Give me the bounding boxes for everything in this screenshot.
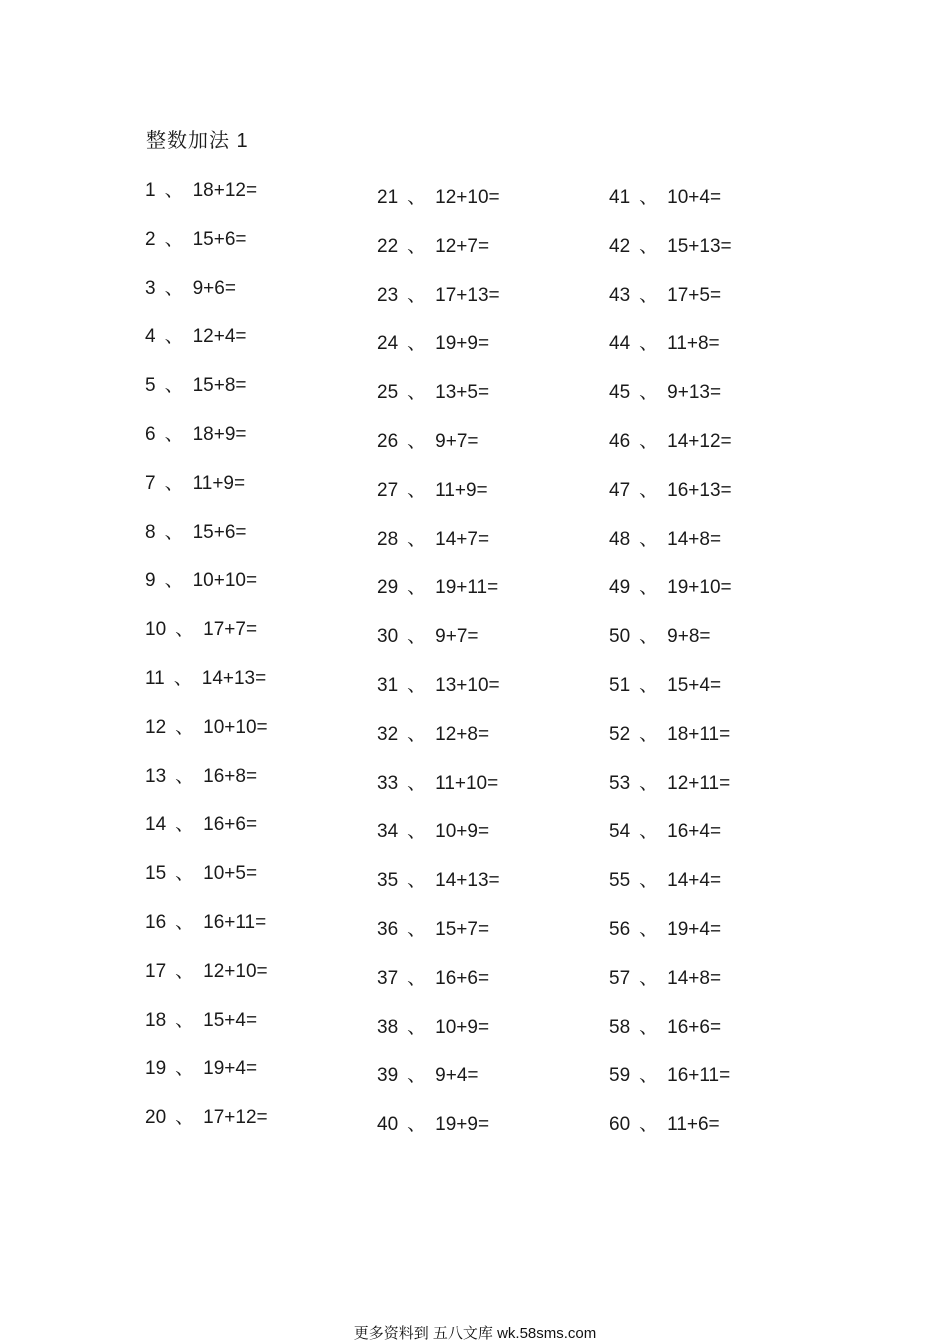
problem-number: 39 (377, 1065, 399, 1087)
problem-expression: 16+4= (667, 821, 722, 843)
problem-expression: 9+8= (667, 626, 711, 648)
problem-item (145, 958, 365, 1007)
problem-item (145, 616, 365, 665)
problem-item (609, 184, 829, 233)
problem-number: 57 (609, 967, 631, 989)
problem-expression: 12+8= (435, 723, 490, 745)
problem-item (377, 770, 597, 819)
problem-separator: 、 (407, 430, 427, 452)
problem-separator: 、 (164, 228, 184, 250)
problem-separator: 、 (639, 479, 659, 501)
problem-item (609, 818, 829, 867)
problem-expression: 13+5= (435, 382, 490, 404)
problem-separator: 、 (639, 918, 659, 940)
problem-number: 10 (145, 619, 167, 641)
problem-item (377, 1111, 597, 1160)
problem-number: 55 (609, 870, 631, 892)
problem-item (145, 519, 365, 568)
problem-expression: 9+4= (435, 1065, 479, 1087)
problem-item (377, 818, 597, 867)
problem-number: 51 (609, 674, 631, 696)
problem-number: 6 (145, 423, 156, 445)
problem-expression: 12+7= (435, 235, 490, 257)
problem-expression: 14+8= (667, 967, 722, 989)
problem-expression: 15+7= (435, 918, 490, 940)
problem-separator: 、 (164, 375, 184, 397)
problem-separator: 、 (175, 1058, 195, 1080)
problem-separator: 、 (164, 472, 184, 494)
problem-item (609, 1111, 829, 1160)
problem-number: 35 (377, 870, 399, 892)
problem-separator: 、 (407, 1065, 427, 1087)
problem-separator: 、 (407, 772, 427, 794)
problem-expression: 19+10= (667, 577, 732, 599)
problem-item (609, 1014, 829, 1063)
problem-item (145, 909, 365, 958)
problem-number: 12 (145, 716, 167, 738)
problem-separator: 、 (639, 333, 659, 355)
problem-separator: 、 (639, 1016, 659, 1038)
problem-separator: 、 (639, 723, 659, 745)
problem-number: 5 (145, 375, 156, 397)
problem-expression: 14+4= (667, 870, 722, 892)
problem-item (145, 567, 365, 616)
problem-expression: 12+10= (203, 960, 268, 982)
problem-separator: 、 (639, 967, 659, 989)
problem-item (145, 714, 365, 763)
problem-expression: 16+6= (667, 1016, 722, 1038)
problem-separator: 、 (639, 187, 659, 208)
problem-separator: 、 (639, 626, 659, 648)
problem-expression: 18+9= (192, 423, 247, 445)
problem-separator: 、 (407, 284, 427, 306)
problem-item (609, 428, 829, 477)
problem-number: 8 (145, 521, 156, 543)
problem-item (377, 916, 597, 965)
problem-expression: 15+4= (667, 674, 722, 696)
problem-expression: 15+13= (667, 235, 732, 257)
problem-separator: 、 (407, 1114, 427, 1136)
problem-separator: 、 (164, 180, 184, 201)
problem-expression: 11+6= (667, 1114, 720, 1136)
problem-separator: 、 (407, 479, 427, 501)
problem-expression: 19+4= (667, 918, 722, 940)
problem-separator: 、 (175, 863, 195, 885)
problem-separator: 、 (407, 870, 427, 892)
problem-expression: 12+11= (667, 772, 731, 794)
problem-separator: 、 (175, 716, 195, 738)
problem-separator: 、 (407, 235, 427, 257)
problem-expression: 12+4= (192, 326, 247, 348)
problem-expression: 16+11= (203, 911, 267, 933)
problem-expression: 16+13= (667, 479, 732, 501)
problem-separator: 、 (407, 821, 427, 843)
problem-expression: 15+6= (192, 521, 247, 543)
problem-separator: 、 (639, 430, 659, 452)
problem-expression: 10+10= (203, 716, 268, 738)
problem-number: 58 (609, 1016, 631, 1038)
problem-separator: 、 (407, 577, 427, 599)
problem-number: 21 (377, 187, 399, 208)
page-title: 整数加法 1 (146, 130, 249, 152)
problem-number: 23 (377, 284, 399, 306)
problem-separator: 、 (164, 570, 184, 592)
problem-item (377, 428, 597, 477)
problem-separator: 、 (175, 1009, 195, 1031)
problem-item (145, 323, 365, 372)
problem-number: 4 (145, 326, 156, 348)
problem-separator: 、 (164, 521, 184, 543)
problem-number: 43 (609, 284, 631, 306)
problem-item (609, 233, 829, 282)
problem-number: 31 (377, 674, 399, 696)
problem-item (145, 665, 365, 714)
problem-number: 34 (377, 821, 399, 843)
problem-number: 49 (609, 577, 631, 599)
problem-separator: 、 (164, 326, 184, 348)
problem-expression: 9+7= (435, 430, 479, 452)
problem-number: 50 (609, 626, 631, 648)
problem-number: 45 (609, 382, 631, 404)
problem-item (377, 672, 597, 721)
problem-number: 48 (609, 528, 631, 550)
problem-number: 17 (145, 960, 167, 982)
problem-number: 7 (145, 472, 156, 494)
problem-separator: 、 (407, 918, 427, 940)
problem-separator: 、 (407, 528, 427, 550)
problem-expression: 15+8= (192, 375, 247, 397)
problem-item (609, 623, 829, 672)
problem-separator: 、 (407, 1016, 427, 1038)
problem-item (609, 379, 829, 428)
problem-item (145, 421, 365, 470)
problem-number: 25 (377, 382, 399, 404)
problem-item (145, 372, 365, 421)
problem-expression: 18+11= (667, 723, 731, 745)
problem-item (377, 867, 597, 916)
problem-separator: 、 (175, 814, 195, 836)
problem-expression: 14+8= (667, 528, 722, 550)
problem-item (377, 282, 597, 331)
problem-separator: 、 (164, 423, 184, 445)
problem-separator: 、 (639, 577, 659, 599)
problem-number: 1 (145, 180, 156, 201)
problem-item (145, 1007, 365, 1056)
problem-separator: 、 (175, 619, 195, 641)
problem-item (609, 965, 829, 1014)
problem-expression: 16+6= (203, 814, 258, 836)
problem-number: 40 (377, 1114, 399, 1136)
problem-item (609, 330, 829, 379)
problem-item (145, 1055, 365, 1104)
problem-item (377, 330, 597, 379)
problem-number: 32 (377, 723, 399, 745)
problem-number: 9 (145, 570, 156, 592)
problem-separator: 、 (639, 528, 659, 550)
problem-separator: 、 (639, 382, 659, 404)
problem-item (377, 965, 597, 1014)
problem-number: 52 (609, 723, 631, 745)
problem-number: 30 (377, 626, 399, 648)
problem-item (377, 233, 597, 282)
problem-number: 27 (377, 479, 399, 501)
problem-number: 53 (609, 772, 631, 794)
problem-separator: 、 (639, 1065, 659, 1087)
problem-number: 19 (145, 1058, 167, 1080)
problem-expression: 10+9= (435, 1016, 490, 1038)
problem-item (609, 867, 829, 916)
problem-item (145, 1104, 365, 1153)
problem-expression: 16+8= (203, 765, 258, 787)
problem-item (609, 1062, 829, 1111)
problem-item (145, 470, 365, 519)
problem-expression: 19+4= (203, 1058, 258, 1080)
problem-item (145, 763, 365, 812)
problem-separator: 、 (407, 187, 427, 208)
problem-expression: 16+6= (435, 967, 490, 989)
problem-number: 54 (609, 821, 631, 843)
problem-expression: 9+6= (192, 277, 236, 299)
problem-expression: 11+10= (435, 772, 499, 794)
problem-separator: 、 (639, 674, 659, 696)
problem-separator: 、 (639, 772, 659, 794)
problem-expression: 15+4= (203, 1009, 258, 1031)
problem-number: 22 (377, 235, 399, 257)
problem-expression: 10+10= (192, 570, 258, 592)
problem-separator: 、 (175, 1107, 195, 1129)
problem-number: 11 (145, 667, 165, 689)
problem-number: 47 (609, 479, 631, 501)
problem-number: 20 (145, 1107, 167, 1129)
problem-number: 59 (609, 1065, 631, 1087)
problem-number: 15 (145, 863, 167, 885)
problem-separator: 、 (407, 967, 427, 989)
problem-expression: 19+9= (435, 333, 490, 355)
problem-item (145, 226, 365, 275)
problem-item (609, 916, 829, 965)
problem-separator: 、 (407, 674, 427, 696)
problem-number: 26 (377, 430, 399, 452)
problem-item (145, 811, 365, 860)
problem-separator: 、 (407, 723, 427, 745)
problem-expression: 11+9= (435, 479, 488, 501)
problem-item (609, 477, 829, 526)
problem-item (609, 721, 829, 770)
problem-separator: 、 (175, 911, 195, 933)
problem-item (609, 526, 829, 575)
problem-expression: 14+13= (435, 870, 500, 892)
problem-item (377, 526, 597, 575)
problem-column-1 (145, 177, 365, 1153)
problem-expression: 9+13= (667, 382, 722, 404)
problem-item (377, 477, 597, 526)
problem-expression: 12+10= (435, 187, 500, 208)
problem-item (377, 574, 597, 623)
problem-separator: 、 (407, 382, 427, 404)
problem-item (145, 860, 365, 909)
problem-number: 41 (609, 187, 631, 208)
problem-expression: 10+4= (667, 187, 722, 208)
problem-item (377, 1062, 597, 1111)
problem-item (377, 1014, 597, 1063)
problem-number: 2 (145, 228, 156, 250)
problem-separator: 、 (639, 821, 659, 843)
problem-expression: 11+9= (192, 472, 246, 494)
problem-expression: 14+7= (435, 528, 490, 550)
problem-column-2 (377, 184, 597, 1160)
problem-expression: 18+12= (192, 180, 258, 201)
problem-number: 28 (377, 528, 399, 550)
problem-separator: 、 (175, 960, 195, 982)
problem-expression: 10+5= (203, 863, 258, 885)
problem-separator: 、 (407, 626, 427, 648)
problem-number: 37 (377, 967, 399, 989)
problem-separator: 、 (407, 333, 427, 355)
problem-number: 38 (377, 1016, 399, 1038)
problem-separator: 、 (639, 870, 659, 892)
problem-item (145, 177, 365, 226)
problem-expression: 16+11= (667, 1065, 731, 1087)
problem-column-3 (609, 184, 829, 1160)
problem-expression: 9+7= (435, 626, 479, 648)
problem-item (145, 275, 365, 324)
problem-expression: 10+9= (435, 821, 490, 843)
problem-expression: 14+12= (667, 430, 732, 452)
problem-number: 24 (377, 333, 399, 355)
problem-expression: 14+13= (201, 667, 267, 689)
problem-separator: 、 (173, 667, 193, 689)
problem-item (609, 770, 829, 819)
problem-expression: 17+13= (435, 284, 500, 306)
problem-expression: 19+9= (435, 1114, 490, 1136)
problem-number: 60 (609, 1114, 631, 1136)
problem-number: 3 (145, 277, 156, 299)
problem-expression: 11+8= (667, 333, 720, 355)
problem-item (609, 672, 829, 721)
problem-item (377, 721, 597, 770)
problem-separator: 、 (639, 284, 659, 306)
problem-number: 33 (377, 772, 399, 794)
problem-number: 14 (145, 814, 167, 836)
problem-number: 42 (609, 235, 631, 257)
footer-watermark: 更多资料到 五八文库 wk.58sms.com (353, 1325, 597, 1342)
problem-number: 46 (609, 430, 631, 452)
problem-expression: 19+11= (435, 577, 499, 599)
problem-expression: 13+10= (435, 674, 500, 696)
problem-expression: 15+6= (192, 228, 247, 250)
problem-item (609, 574, 829, 623)
problem-item (377, 379, 597, 428)
problem-expression: 17+5= (667, 284, 722, 306)
problem-number: 56 (609, 918, 631, 940)
problem-item (377, 623, 597, 672)
problem-number: 44 (609, 333, 631, 355)
problem-separator: 、 (639, 1114, 659, 1136)
problem-number: 29 (377, 577, 399, 599)
problem-number: 16 (145, 911, 167, 933)
problem-separator: 、 (164, 277, 184, 299)
problem-number: 13 (145, 765, 167, 787)
problem-expression: 17+12= (203, 1107, 268, 1129)
problem-item (609, 282, 829, 331)
problem-item (377, 184, 597, 233)
problem-number: 36 (377, 918, 399, 940)
problem-separator: 、 (175, 765, 195, 787)
problem-number: 18 (145, 1009, 167, 1031)
problem-expression: 17+7= (203, 619, 258, 641)
problem-separator: 、 (639, 235, 659, 257)
